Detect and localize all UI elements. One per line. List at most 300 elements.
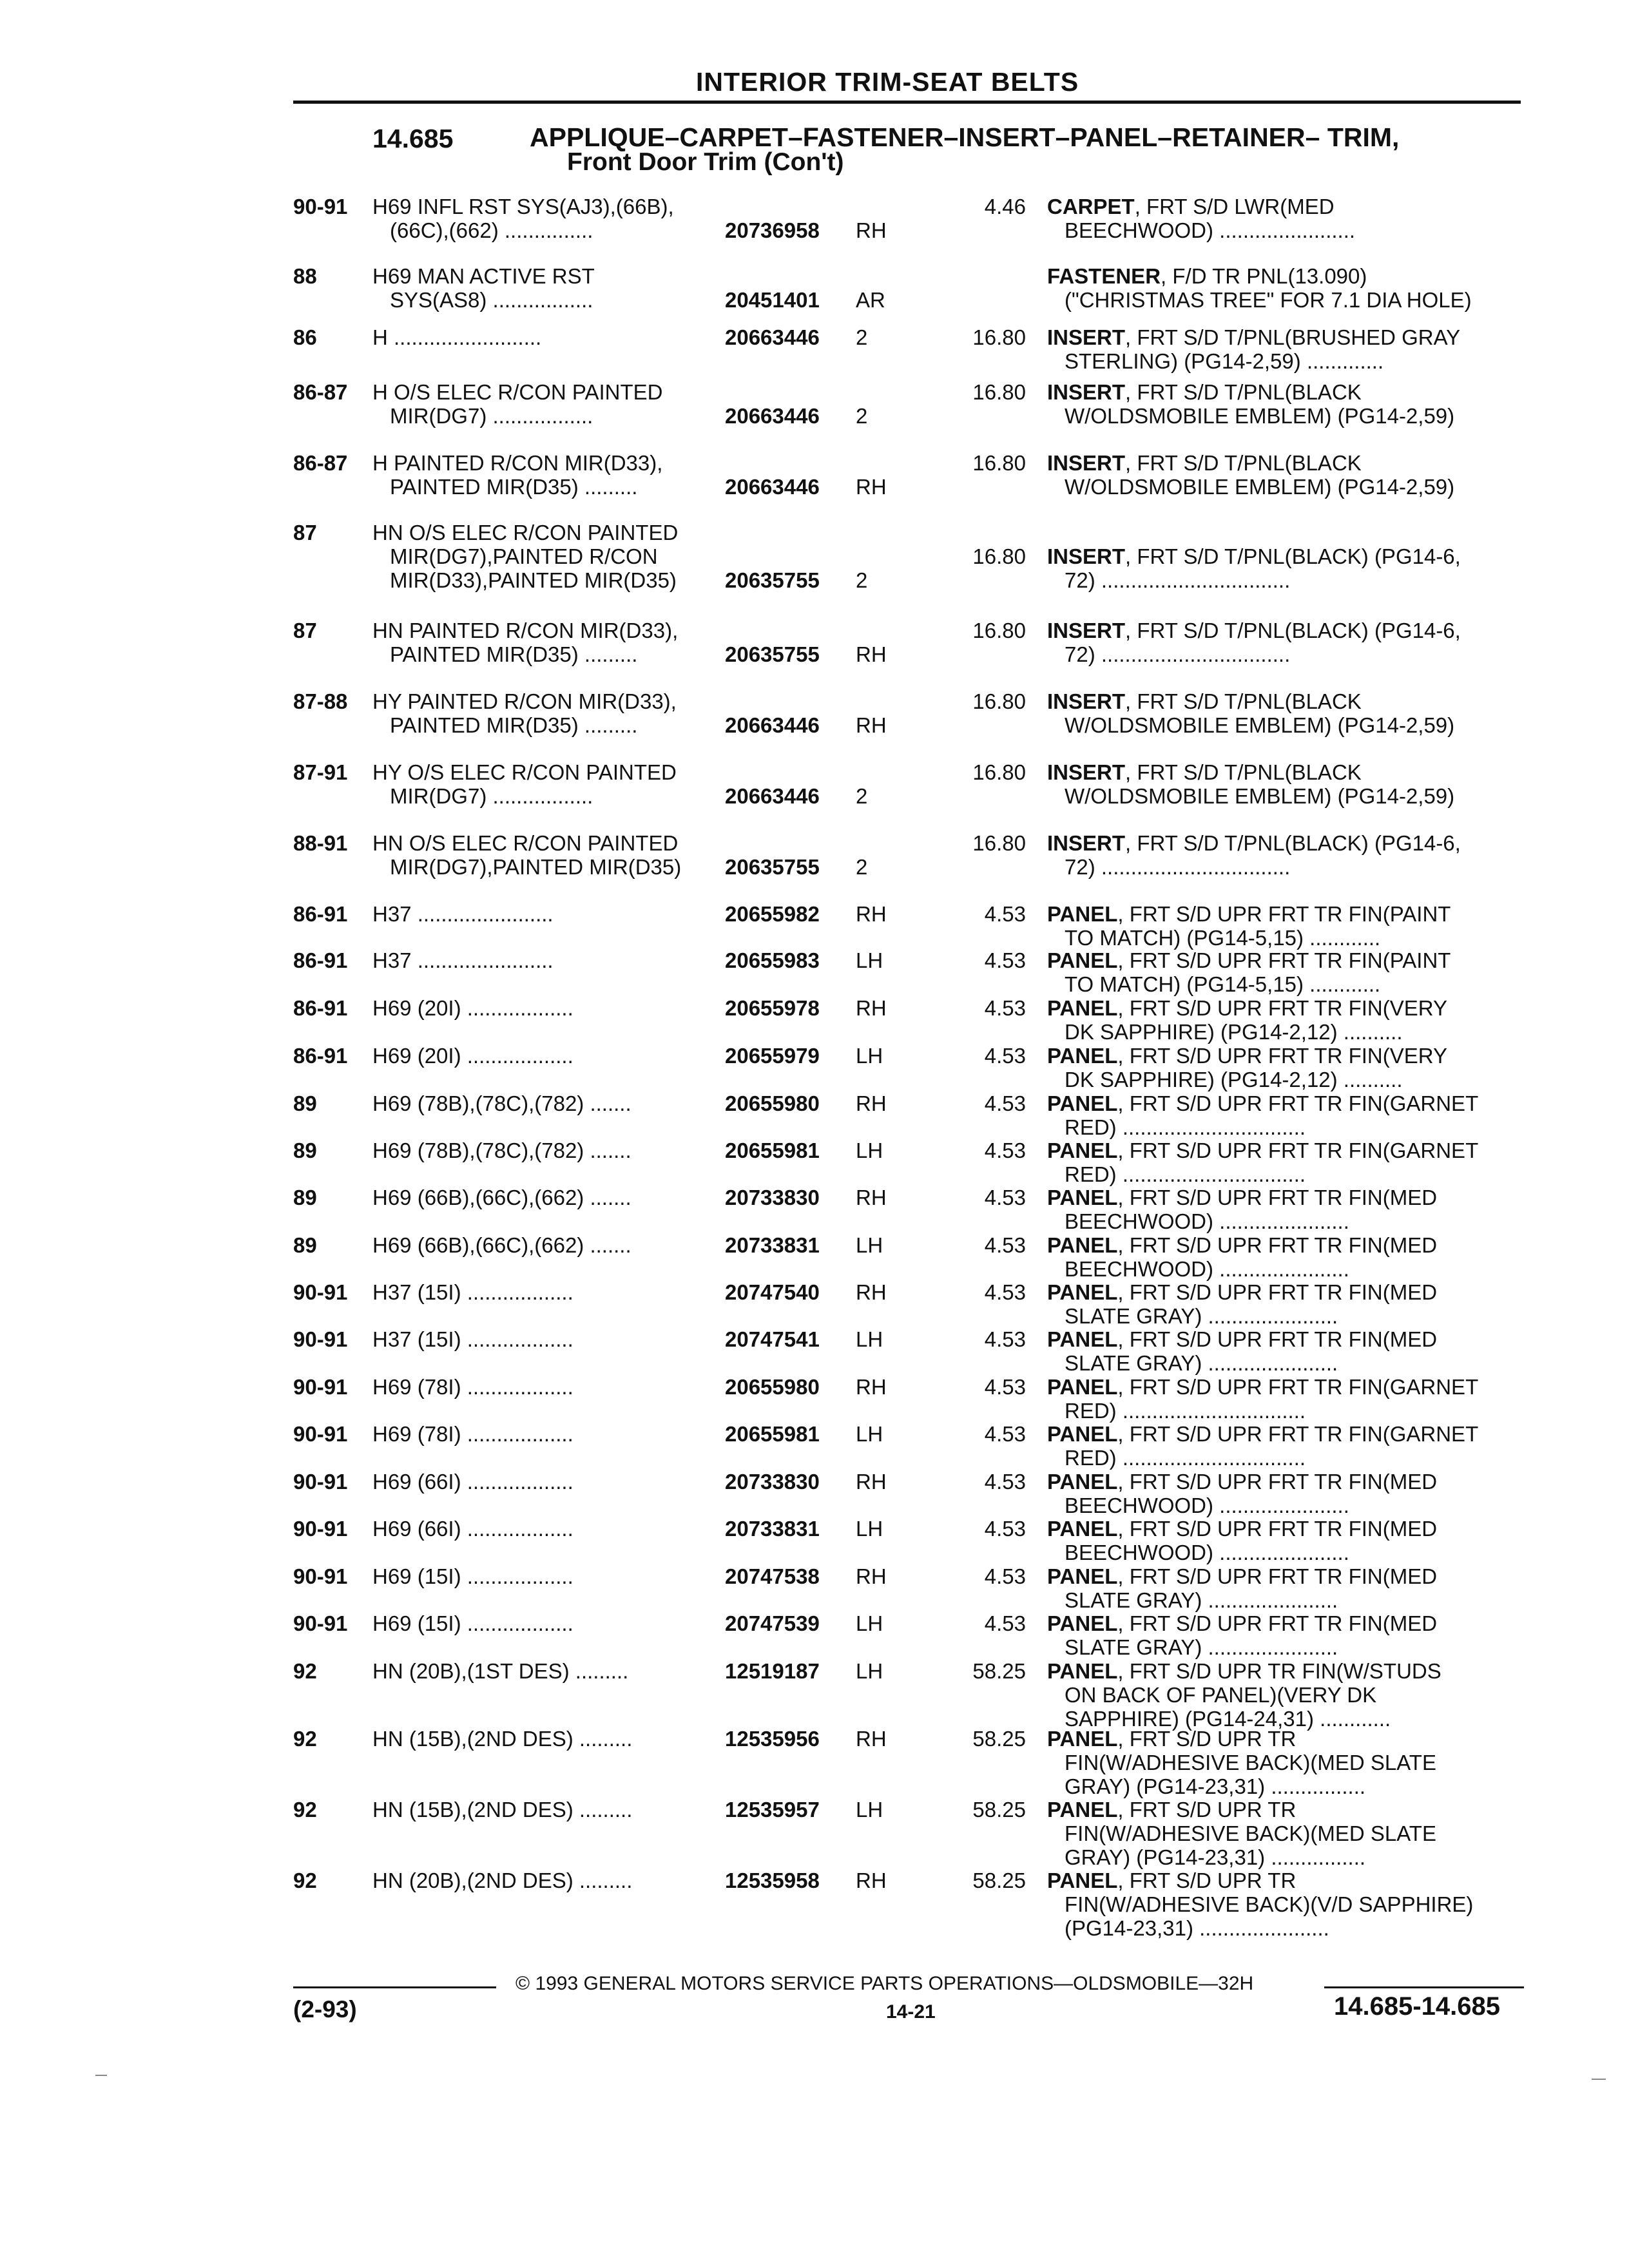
description-line: (66C),(662) ............... bbox=[390, 218, 593, 242]
part-description-first-line bbox=[1047, 760, 1521, 784]
part-description-line: 72) ................................ bbox=[1065, 855, 1291, 879]
part-number: 20747539 bbox=[725, 1611, 820, 1635]
part-description bbox=[1047, 380, 1521, 428]
list-price: 4.46 bbox=[984, 195, 1026, 218]
list-price: 4.53 bbox=[984, 1422, 1026, 1446]
part-description-first-line bbox=[1047, 1139, 1521, 1162]
part-description bbox=[1047, 1517, 1521, 1564]
part-description-first-line bbox=[1047, 544, 1521, 568]
part-description-first-line bbox=[1047, 1798, 1521, 1821]
part-name: CARPET bbox=[1047, 195, 1135, 218]
model-year: 87 bbox=[293, 521, 317, 544]
part-description-first-line bbox=[1047, 1327, 1521, 1351]
application-description bbox=[372, 1233, 717, 1257]
part-name: PANEL bbox=[1047, 1280, 1118, 1304]
part-description-text: , FRT S/D LWR(MED bbox=[1134, 195, 1335, 218]
part-description-text: , FRT S/D UPR FRT TR FIN(VERY bbox=[1117, 996, 1447, 1020]
application-description bbox=[372, 1659, 717, 1683]
part-number: 20733830 bbox=[725, 1470, 820, 1494]
part-description bbox=[1047, 1727, 1521, 1798]
part-name: PANEL bbox=[1047, 1327, 1118, 1351]
quantity-side: 2 bbox=[856, 325, 868, 349]
part-description-text: , FRT S/D UPR TR bbox=[1117, 1798, 1296, 1821]
part-description-line: BEECHWOOD) ...................... bbox=[1065, 1209, 1349, 1233]
list-price: 4.53 bbox=[984, 948, 1026, 972]
part-number: 20733830 bbox=[725, 1186, 820, 1209]
part-name: PANEL bbox=[1047, 1798, 1118, 1821]
quantity-side: LH bbox=[856, 948, 883, 972]
part-number: 20655980 bbox=[725, 1375, 820, 1399]
part-description-text: , FRT S/D UPR FRT TR FIN(MED bbox=[1117, 1470, 1438, 1494]
application-description bbox=[372, 948, 717, 972]
model-year: 89 bbox=[293, 1139, 317, 1162]
part-number: 20635755 bbox=[725, 568, 820, 592]
description-line: HN (15B),(2ND DES) ......... bbox=[372, 1727, 633, 1751]
part-description-text: , FRT S/D UPR FRT TR FIN(GARNET bbox=[1117, 1139, 1479, 1162]
quantity-side: RH bbox=[856, 1727, 887, 1751]
footer-rule-left bbox=[293, 1986, 496, 1988]
part-description bbox=[1047, 1375, 1521, 1423]
model-year: 89 bbox=[293, 1091, 317, 1115]
part-name: PANEL bbox=[1047, 996, 1118, 1020]
description-line: H69 (78B),(78C),(782) ....... bbox=[372, 1091, 631, 1115]
part-number: 20451401 bbox=[725, 288, 820, 312]
list-price: 16.80 bbox=[972, 619, 1026, 642]
footer-section-range: 14.685-14.685 bbox=[1334, 1992, 1501, 2021]
quantity-side: LH bbox=[856, 1044, 883, 1068]
part-description-line: FIN(W/ADHESIVE BACK)(MED SLATE bbox=[1065, 1821, 1436, 1845]
part-description bbox=[1047, 760, 1521, 808]
part-number: 20655979 bbox=[725, 1044, 820, 1068]
part-description-first-line bbox=[1047, 1091, 1521, 1115]
part-description-text: , FRT S/D T/PNL(BLACK bbox=[1125, 451, 1362, 475]
description-line: HN O/S ELEC R/CON PAINTED bbox=[372, 521, 679, 544]
part-number: 20635755 bbox=[725, 642, 820, 666]
description-line: H37 (15I) .................. bbox=[372, 1327, 574, 1351]
list-price: 58.25 bbox=[972, 1869, 1026, 1892]
model-year: 87-88 bbox=[293, 689, 348, 713]
part-description-text: , FRT S/D UPR FRT TR FIN(PAINT bbox=[1117, 902, 1451, 926]
part-description-line: W/OLDSMOBILE EMBLEM) (PG14-2,59) bbox=[1065, 713, 1455, 737]
part-description-first-line bbox=[1047, 1280, 1521, 1304]
list-price: 4.53 bbox=[984, 996, 1026, 1020]
part-description-first-line bbox=[1047, 1727, 1521, 1751]
list-price: 4.53 bbox=[984, 1375, 1026, 1399]
part-description-line: ("CHRISTMAS TREE" FOR 7.1 DIA HOLE) bbox=[1065, 288, 1472, 312]
part-description-text: , FRT S/D UPR TR bbox=[1117, 1727, 1296, 1751]
quantity-side: 2 bbox=[856, 855, 868, 879]
part-description-first-line bbox=[1047, 948, 1521, 972]
part-description-text: , FRT S/D UPR FRT TR FIN(MED bbox=[1117, 1186, 1438, 1209]
part-number: 20655980 bbox=[725, 1091, 820, 1115]
application-description bbox=[372, 325, 717, 349]
description-line: PAINTED MIR(D35) ......... bbox=[390, 642, 638, 666]
part-description-first-line bbox=[1047, 325, 1521, 349]
part-number: 12535957 bbox=[725, 1798, 820, 1821]
part-description bbox=[1047, 1327, 1521, 1375]
model-year: 90-91 bbox=[293, 1280, 348, 1304]
application-description bbox=[372, 1727, 717, 1751]
part-name: INSERT bbox=[1047, 760, 1126, 784]
part-description-line: BEECHWOOD) ...................... bbox=[1065, 1257, 1349, 1281]
model-year: 86-87 bbox=[293, 380, 348, 404]
quantity-side: LH bbox=[856, 1659, 883, 1683]
list-price: 16.80 bbox=[972, 831, 1026, 855]
part-description bbox=[1047, 1186, 1521, 1233]
application-description bbox=[372, 380, 717, 428]
part-description-line: 72) ................................ bbox=[1065, 642, 1291, 666]
description-line: H69 (78B),(78C),(782) ....... bbox=[372, 1139, 631, 1162]
application-description bbox=[372, 1044, 717, 1068]
part-description-text: , FRT S/D T/PNL(BLACK bbox=[1125, 760, 1362, 784]
part-description-line: BEECHWOOD) ...................... bbox=[1065, 1541, 1349, 1564]
description-line: HN (20B),(2ND DES) ......... bbox=[372, 1869, 633, 1892]
application-description bbox=[372, 1517, 717, 1541]
part-description-text: , FRT S/D UPR FRT TR FIN(MED bbox=[1117, 1327, 1438, 1351]
list-price: 4.53 bbox=[984, 1517, 1026, 1541]
part-name: INSERT bbox=[1047, 451, 1126, 475]
part-description-first-line bbox=[1047, 1564, 1521, 1588]
application-description bbox=[372, 1869, 717, 1892]
application-description bbox=[372, 451, 717, 499]
part-number: 20747540 bbox=[725, 1280, 820, 1304]
description-line: HY O/S ELEC R/CON PAINTED bbox=[372, 760, 677, 784]
application-description bbox=[372, 1280, 717, 1304]
description-line: HN (20B),(1ST DES) ......... bbox=[372, 1659, 629, 1683]
description-line: H PAINTED R/CON MIR(D33), bbox=[372, 451, 663, 475]
list-price: 4.53 bbox=[984, 1233, 1026, 1257]
description-line: HN O/S ELEC R/CON PAINTED bbox=[372, 831, 679, 855]
part-description-first-line bbox=[1047, 619, 1521, 642]
part-description bbox=[1047, 1470, 1521, 1517]
part-description-first-line bbox=[1047, 451, 1521, 475]
part-description bbox=[1047, 1869, 1521, 1940]
part-description-line: TO MATCH) (PG14-5,15) ............ bbox=[1065, 926, 1381, 950]
application-description bbox=[372, 831, 717, 879]
section-number: 14.685 bbox=[372, 124, 454, 153]
model-year: 86-91 bbox=[293, 902, 348, 926]
quantity-side: RH bbox=[856, 996, 887, 1020]
part-number: 20663446 bbox=[725, 475, 820, 499]
description-line: H37 ....................... bbox=[372, 902, 554, 926]
model-year: 87-91 bbox=[293, 760, 348, 784]
quantity-side: LH bbox=[856, 1233, 883, 1257]
part-description-line: RED) ............................... bbox=[1065, 1446, 1306, 1470]
part-description-line: SLATE GRAY) ...................... bbox=[1065, 1351, 1338, 1375]
part-description-line: SLATE GRAY) ...................... bbox=[1065, 1588, 1338, 1612]
quantity-side: 2 bbox=[856, 404, 868, 428]
list-price: 16.80 bbox=[972, 380, 1026, 404]
model-year: 92 bbox=[293, 1659, 317, 1683]
part-description-line: BEECHWOOD) ...................... bbox=[1065, 1494, 1349, 1517]
application-description bbox=[372, 1611, 717, 1635]
part-description-text: , FRT S/D UPR TR FIN(W/STUDS bbox=[1117, 1659, 1441, 1683]
description-line: H69 (66I) .................. bbox=[372, 1470, 574, 1494]
list-price: 4.53 bbox=[984, 1091, 1026, 1115]
application-description bbox=[372, 1564, 717, 1588]
part-description bbox=[1047, 948, 1521, 996]
section-title: APPLIQUE–CARPET–FASTENER–INSERT–PANEL–RETAINER– TRIM, bbox=[530, 122, 1400, 152]
description-line: SYS(AS8) ................. bbox=[390, 288, 593, 312]
model-year: 86-91 bbox=[293, 1044, 348, 1068]
application-description bbox=[372, 619, 717, 666]
page-header-title: INTERIOR TRIM-SEAT BELTS bbox=[696, 67, 1079, 97]
model-year: 90-91 bbox=[293, 1564, 348, 1588]
quantity-side: RH bbox=[856, 218, 887, 242]
list-price: 16.80 bbox=[972, 760, 1026, 784]
application-description bbox=[372, 1798, 717, 1821]
part-description-text: , FRT S/D UPR FRT TR FIN(MED bbox=[1117, 1233, 1438, 1257]
part-number: 12519187 bbox=[725, 1659, 820, 1683]
model-year: 86-91 bbox=[293, 948, 348, 972]
part-description bbox=[1047, 996, 1521, 1044]
part-description-text: , FRT S/D T/PNL(BLACK) (PG14-6, bbox=[1125, 619, 1461, 642]
part-description-line: ON BACK OF PANEL)(VERY DK bbox=[1065, 1683, 1377, 1707]
part-number: 20655981 bbox=[725, 1139, 820, 1162]
part-number: 20655983 bbox=[725, 948, 820, 972]
application-description bbox=[372, 689, 717, 737]
part-description-first-line bbox=[1047, 1375, 1521, 1399]
list-price: 4.53 bbox=[984, 1470, 1026, 1494]
part-description-line: W/OLDSMOBILE EMBLEM) (PG14-2,59) bbox=[1065, 784, 1455, 808]
part-description bbox=[1047, 1091, 1521, 1139]
quantity-side: AR bbox=[856, 288, 885, 312]
quantity-side: LH bbox=[856, 1422, 883, 1446]
application-description bbox=[372, 1470, 717, 1494]
part-description-line: W/OLDSMOBILE EMBLEM) (PG14-2,59) bbox=[1065, 475, 1455, 499]
part-description bbox=[1047, 1659, 1521, 1731]
part-number: 20736958 bbox=[725, 218, 820, 242]
quantity-side: RH bbox=[856, 1091, 887, 1115]
footer-page-number: 14-21 bbox=[886, 2001, 936, 2023]
model-year: 87 bbox=[293, 619, 317, 642]
description-line: H37 ....................... bbox=[372, 948, 554, 972]
description-line: PAINTED MIR(D35) ......... bbox=[390, 475, 638, 499]
part-name: PANEL bbox=[1047, 1139, 1118, 1162]
description-line: H69 INFL RST SYS(AJ3),(66B), bbox=[372, 195, 674, 218]
part-name: INSERT bbox=[1047, 380, 1126, 404]
model-year: 92 bbox=[293, 1869, 317, 1892]
application-description bbox=[372, 1186, 717, 1209]
list-price: 4.53 bbox=[984, 1186, 1026, 1209]
section-subtitle: Front Door Trim (Con't) bbox=[567, 148, 844, 176]
part-description-text: , FRT S/D UPR FRT TR FIN(MED bbox=[1117, 1564, 1438, 1588]
part-description-first-line bbox=[1047, 264, 1521, 288]
part-number: 20747538 bbox=[725, 1564, 820, 1588]
application-description bbox=[372, 902, 717, 926]
part-number: 20655981 bbox=[725, 1422, 820, 1446]
description-line: MIR(D33),PAINTED MIR(D35) bbox=[390, 568, 677, 592]
part-name: INSERT bbox=[1047, 544, 1126, 568]
part-description-line: FIN(W/ADHESIVE BACK)(V/D SAPPHIRE) bbox=[1065, 1892, 1474, 1916]
description-line: H ......................... bbox=[372, 325, 542, 349]
part-description-text: , F/D TR PNL(13.090) bbox=[1161, 264, 1367, 288]
list-price: 4.53 bbox=[984, 1611, 1026, 1635]
part-description-text: , FRT S/D T/PNL(BLACK bbox=[1125, 689, 1362, 713]
list-price: 16.80 bbox=[972, 451, 1026, 475]
part-description-line: FIN(W/ADHESIVE BACK)(MED SLATE bbox=[1065, 1751, 1436, 1774]
part-number: 20663446 bbox=[725, 713, 820, 737]
footer-copyright: © 1993 GENERAL MOTORS SERVICE PARTS OPERATIONS—OLDSMOBILE—32H bbox=[516, 1973, 1254, 1994]
description-line: H69 (78I) .................. bbox=[372, 1422, 574, 1446]
part-description-line: BEECHWOOD) ....................... bbox=[1065, 218, 1356, 242]
application-description bbox=[372, 996, 717, 1020]
part-name: PANEL bbox=[1047, 902, 1118, 926]
part-name: PANEL bbox=[1047, 1659, 1118, 1683]
description-line: H69 (66B),(66C),(662) ....... bbox=[372, 1186, 631, 1209]
part-description-line: SAPPHIRE) (PG14-24,31) ............ bbox=[1065, 1707, 1391, 1731]
list-price: 4.53 bbox=[984, 1139, 1026, 1162]
quantity-side: RH bbox=[856, 1280, 887, 1304]
part-name: PANEL bbox=[1047, 1517, 1118, 1541]
part-description bbox=[1047, 689, 1521, 737]
model-year: 90-91 bbox=[293, 1422, 348, 1446]
part-description-line: (PG14-23,31) ...................... bbox=[1065, 1916, 1329, 1940]
list-price: 58.25 bbox=[972, 1798, 1026, 1821]
model-year: 92 bbox=[293, 1798, 317, 1821]
quantity-side: LH bbox=[856, 1517, 883, 1541]
quantity-side: RH bbox=[856, 902, 887, 926]
part-description-text: , FRT S/D UPR FRT TR FIN(GARNET bbox=[1117, 1091, 1479, 1115]
description-line: H69 (20I) .................. bbox=[372, 1044, 574, 1068]
part-description bbox=[1047, 1564, 1521, 1612]
part-description bbox=[1047, 264, 1521, 312]
part-name: INSERT bbox=[1047, 831, 1126, 855]
part-description-text: , FRT S/D UPR FRT TR FIN(PAINT bbox=[1117, 948, 1451, 972]
quantity-side: RH bbox=[856, 713, 887, 737]
scan-speck bbox=[1592, 2079, 1606, 2080]
part-description-first-line bbox=[1047, 996, 1521, 1020]
model-year: 88 bbox=[293, 264, 317, 288]
part-number: 20663446 bbox=[725, 325, 820, 349]
part-description-line: SLATE GRAY) ...................... bbox=[1065, 1635, 1338, 1659]
description-line: H69 (15I) .................. bbox=[372, 1564, 574, 1588]
description-line: H69 (66B),(66C),(662) ....... bbox=[372, 1233, 631, 1257]
part-description-line: RED) ............................... bbox=[1065, 1115, 1306, 1139]
part-description bbox=[1047, 195, 1521, 242]
description-line: MIR(DG7),PAINTED MIR(D35) bbox=[390, 855, 682, 879]
part-description-first-line bbox=[1047, 1611, 1521, 1635]
part-description-text: , FRT S/D UPR FRT TR FIN(VERY bbox=[1117, 1044, 1447, 1068]
quantity-side: 2 bbox=[856, 568, 868, 592]
part-description-text: , FRT S/D UPR FRT TR FIN(GARNET bbox=[1117, 1422, 1479, 1446]
part-description bbox=[1047, 1798, 1521, 1869]
part-description bbox=[1047, 1422, 1521, 1470]
part-number: 20655982 bbox=[725, 902, 820, 926]
model-year: 90-91 bbox=[293, 1517, 348, 1541]
part-number: 12535958 bbox=[725, 1869, 820, 1892]
description-line: H O/S ELEC R/CON PAINTED bbox=[372, 380, 663, 404]
part-name: PANEL bbox=[1047, 1186, 1118, 1209]
footer-rule-right bbox=[1324, 1986, 1524, 1988]
description-line: H69 (20I) .................. bbox=[372, 996, 574, 1020]
model-year: 90-91 bbox=[293, 1470, 348, 1494]
part-description bbox=[1047, 1611, 1521, 1659]
model-year: 86-87 bbox=[293, 451, 348, 475]
part-name: FASTENER bbox=[1047, 264, 1161, 288]
part-description-text: , FRT S/D T/PNL(BLACK bbox=[1125, 380, 1362, 404]
part-description-line: GRAY) (PG14-23,31) ................ bbox=[1065, 1774, 1366, 1798]
part-name: INSERT bbox=[1047, 619, 1126, 642]
part-description-first-line bbox=[1047, 831, 1521, 855]
model-year: 89 bbox=[293, 1186, 317, 1209]
part-name: INSERT bbox=[1047, 689, 1126, 713]
part-number: 20655978 bbox=[725, 996, 820, 1020]
quantity-side: LH bbox=[856, 1611, 883, 1635]
description-line: MIR(DG7),PAINTED R/CON bbox=[390, 544, 658, 568]
part-name: PANEL bbox=[1047, 1091, 1118, 1115]
quantity-side: RH bbox=[856, 1186, 887, 1209]
application-description bbox=[372, 1091, 717, 1115]
description-line: HN (15B),(2ND DES) ......... bbox=[372, 1798, 633, 1821]
part-description-line: TO MATCH) (PG14-5,15) ............ bbox=[1065, 972, 1381, 996]
quantity-side: LH bbox=[856, 1139, 883, 1162]
part-number: 20663446 bbox=[725, 404, 820, 428]
part-description-first-line bbox=[1047, 1233, 1521, 1257]
part-description-line: RED) ............................... bbox=[1065, 1399, 1306, 1423]
quantity-side: LH bbox=[856, 1798, 883, 1821]
part-description-first-line bbox=[1047, 1659, 1521, 1683]
application-description bbox=[372, 195, 717, 242]
model-year: 89 bbox=[293, 1233, 317, 1257]
part-description-line: DK SAPPHIRE) (PG14-2,12) .......... bbox=[1065, 1068, 1403, 1091]
model-year: 90-91 bbox=[293, 1611, 348, 1635]
part-name: PANEL bbox=[1047, 1422, 1118, 1446]
application-description bbox=[372, 1139, 717, 1162]
part-name: PANEL bbox=[1047, 948, 1118, 972]
part-description bbox=[1047, 1280, 1521, 1328]
part-description-text: , FRT S/D T/PNL(BLACK) (PG14-6, bbox=[1125, 831, 1461, 855]
part-description bbox=[1047, 325, 1521, 373]
description-line: PAINTED MIR(D35) ......... bbox=[390, 713, 638, 737]
application-description bbox=[372, 1327, 717, 1351]
part-description-first-line bbox=[1047, 1044, 1521, 1068]
part-description-text: , FRT S/D UPR FRT TR FIN(MED bbox=[1117, 1611, 1438, 1635]
application-description bbox=[372, 1375, 717, 1399]
part-number: 20733831 bbox=[725, 1517, 820, 1541]
list-price: 4.53 bbox=[984, 1327, 1026, 1351]
list-price: 58.25 bbox=[972, 1659, 1026, 1683]
part-description-text: , FRT S/D T/PNL(BLACK) (PG14-6, bbox=[1125, 544, 1461, 568]
application-description bbox=[372, 1422, 717, 1446]
part-description-line: W/OLDSMOBILE EMBLEM) (PG14-2,59) bbox=[1065, 404, 1455, 428]
part-description-line: STERLING) (PG14-2,59) ............. bbox=[1065, 349, 1384, 373]
quantity-side: RH bbox=[856, 1869, 887, 1892]
description-line: MIR(DG7) ................. bbox=[390, 784, 593, 808]
description-line: H69 (66I) .................. bbox=[372, 1517, 574, 1541]
application-description bbox=[372, 264, 717, 312]
description-line: HY PAINTED R/CON MIR(D33), bbox=[372, 689, 677, 713]
part-description-line: GRAY) (PG14-23,31) ................ bbox=[1065, 1845, 1366, 1869]
quantity-side: 2 bbox=[856, 784, 868, 808]
description-line: HN PAINTED R/CON MIR(D33), bbox=[372, 619, 679, 642]
list-price: 4.53 bbox=[984, 1280, 1026, 1304]
part-description-line: SLATE GRAY) ...................... bbox=[1065, 1304, 1338, 1328]
model-year: 92 bbox=[293, 1727, 317, 1751]
part-description-text: , FRT S/D UPR FRT TR FIN(GARNET bbox=[1117, 1375, 1479, 1399]
list-price: 58.25 bbox=[972, 1727, 1026, 1751]
list-price: 16.80 bbox=[972, 689, 1026, 713]
part-description-first-line bbox=[1047, 1470, 1521, 1494]
list-price: 16.80 bbox=[972, 544, 1026, 568]
part-description-line: RED) ............................... bbox=[1065, 1162, 1306, 1186]
model-year: 88-91 bbox=[293, 831, 348, 855]
part-description-first-line bbox=[1047, 1517, 1521, 1541]
part-description-line: DK SAPPHIRE) (PG14-2,12) .......... bbox=[1065, 1020, 1403, 1044]
part-description bbox=[1047, 902, 1521, 950]
part-description bbox=[1047, 1044, 1521, 1091]
part-name: PANEL bbox=[1047, 1470, 1118, 1494]
